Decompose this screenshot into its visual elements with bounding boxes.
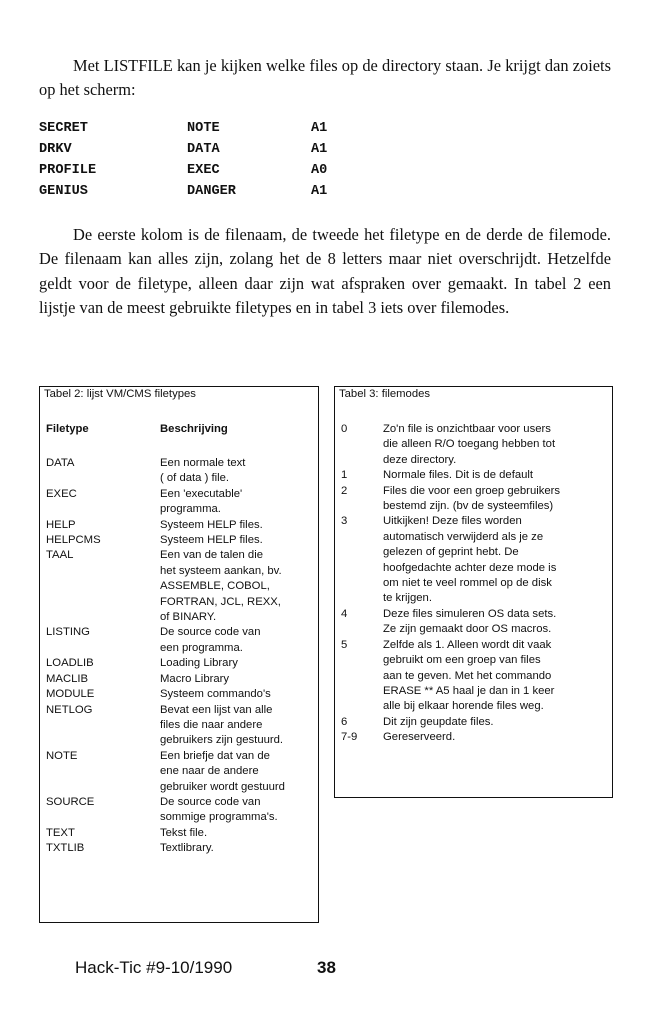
listing-filetype: EXEC	[187, 163, 220, 178]
description-cell: Macro Library	[160, 672, 230, 685]
table-body	[341, 422, 612, 746]
table-row	[341, 638, 612, 715]
table-row	[46, 487, 318, 518]
description-cell: Dit zijn geupdate files.	[383, 715, 494, 728]
filetype-cell: TAAL	[46, 549, 74, 562]
table-row	[46, 841, 318, 856]
table-row	[341, 730, 612, 745]
filetype-cell: DATA	[46, 457, 75, 469]
listing-filename: SECRET	[39, 121, 88, 136]
explanation-paragraph	[39, 223, 611, 321]
table-row	[341, 484, 612, 515]
page-number: 38	[317, 958, 336, 977]
table-row	[46, 518, 318, 533]
listing-row	[39, 181, 371, 202]
description-cell: Een briefje dat van de ene naar de andere gebruiker wordt gestuurd	[160, 749, 285, 793]
file-listing	[39, 118, 371, 202]
table-row	[46, 548, 318, 625]
listing-filename: PROFILE	[39, 163, 97, 178]
filetype-cell: NOTE	[46, 749, 78, 762]
listing-filetype: DATA	[187, 142, 220, 157]
description-cell: Bevat een lijst van alle files die naar andere gebruikers zijn gestuurd.	[160, 703, 284, 747]
table-row	[341, 514, 612, 606]
description-cell: Deze files simuleren OS data sets. Ze zijn gemaakt door OS macros.	[383, 607, 557, 636]
filemode-cell: 3	[341, 515, 348, 528]
filetype-cell: MODULE	[46, 688, 95, 701]
table-row	[46, 456, 318, 487]
listing-filename: DRKV	[39, 142, 72, 157]
listing-filename: GENIUS	[39, 184, 88, 199]
listing-filetype: DANGER	[187, 184, 236, 199]
table-row	[341, 468, 612, 483]
description-cell: Normale files. Dit is de default	[383, 469, 534, 482]
description-cell: Tekst file.	[160, 826, 208, 839]
description-cell: Systeem commando's	[160, 688, 271, 701]
header-description: Beschrijving	[160, 423, 228, 435]
explanation-text: De eerste kolom is de filenaam, de tweede het filetype en de derde de filemode. De filenaam kan alles zijn, zolang het de 8 letters maar niet overschrijdt. Hetzelfde geldt voor de filetype, alleen daar zijn wat afspraken over gemaakt. In tabel 2 een lijstje van de meest gebruikte filetypes en in tabel 3 iets over filemodes.	[39, 225, 611, 318]
description-cell: Gereserveerd.	[383, 731, 456, 744]
table-row	[341, 607, 612, 638]
filemode-cell: 0	[341, 423, 348, 435]
filetype-cell: TXTLIB	[46, 842, 85, 855]
description-cell: De source code van een programma.	[160, 626, 261, 654]
table-row	[46, 672, 318, 687]
listing-filemode: A0	[311, 163, 328, 178]
listing-row	[39, 139, 371, 160]
filetype-cell: NETLOG	[46, 703, 93, 716]
filemode-cell: 4	[341, 607, 348, 620]
filemode-cell: 5	[341, 638, 348, 651]
description-cell: Zo'n file is onzichtbaar voor users die alleen R/O toegang hebben tot deze directory.	[383, 423, 556, 466]
filetype-cell: TEXT	[46, 826, 75, 839]
table-row	[46, 625, 318, 656]
table-row	[46, 749, 318, 795]
table-title: Tabel 2: lijst VM/CMS filetypes	[44, 388, 196, 400]
header-filetype: Filetype	[46, 423, 89, 435]
filemode-cell: 6	[341, 715, 348, 728]
table-header	[46, 422, 228, 437]
filetypes-table	[39, 386, 319, 923]
description-cell: Een 'executable' programma.	[160, 487, 243, 516]
filemode-cell: 7-9	[341, 731, 358, 744]
description-cell: Zelfde als 1. Alleen wordt dit vaak gebruikt om een groep van files aan te geven. Met het commando ERASE ** A5 haal je dan in 1 keer alle bij elkaar horende files weg.	[383, 638, 555, 713]
table-row	[46, 656, 318, 671]
description-cell: Uitkijken! Deze files worden automatisch verwijderd als je ze gelezen of geprint hebt. De hoofgedachte achter deze mode is om niet te veel rommel op de disk te krijgen.	[383, 515, 557, 605]
filetype-cell: MACLIB	[46, 672, 89, 685]
filetype-cell: EXEC	[46, 487, 77, 500]
filemode-cell: 2	[341, 484, 348, 497]
table-body	[46, 456, 318, 857]
description-cell: Systeem HELP files.	[160, 534, 263, 547]
listing-filemode: A1	[311, 142, 328, 157]
table-row	[46, 795, 318, 826]
table-title: Tabel 3: filemodes	[339, 388, 431, 400]
filetype-cell: HELPCMS	[46, 534, 101, 547]
filetype-cell: HELP	[46, 518, 76, 531]
publication-footer: Hack-Tic #9-10/1990	[75, 958, 233, 977]
description-cell: De source code van sommige programma's.	[160, 795, 278, 824]
intro-paragraph	[39, 54, 611, 103]
filemode-cell: 1	[341, 469, 348, 482]
listing-filemode: A1	[311, 184, 328, 199]
description-cell: Een van de talen die het systeem aankan, bv. ASSEMBLE, COBOL, FORTRAN, JCL, REXX, of BINARY.	[160, 549, 282, 624]
table-row	[46, 533, 318, 548]
table-row	[46, 703, 318, 749]
table-row	[46, 687, 318, 702]
listing-filemode: A1	[311, 121, 328, 136]
filetype-cell: SOURCE	[46, 795, 95, 808]
intro-text: Met LISTFILE kan je kijken welke files op de directory staan. Je krijgt dan zoiets op het scherm:	[39, 56, 611, 100]
description-cell: Textlibrary.	[160, 842, 214, 855]
listing-row	[39, 118, 371, 139]
filemodes-table	[334, 386, 613, 798]
description-cell: Systeem HELP files.	[160, 518, 263, 531]
description-cell: Files die voor een groep gebruikers bestemd zijn. (bv de systeemfiles)	[383, 484, 561, 513]
description-cell: Loading Library	[160, 657, 238, 670]
listing-row	[39, 160, 371, 181]
description-cell: Een normale text ( of data ) file.	[160, 457, 246, 485]
table-row	[341, 715, 612, 730]
listing-filetype: NOTE	[187, 121, 220, 136]
table-row	[46, 826, 318, 841]
table-row	[341, 422, 612, 468]
filetype-cell: LOADLIB	[46, 657, 94, 670]
filetype-cell: LISTING	[46, 626, 90, 639]
